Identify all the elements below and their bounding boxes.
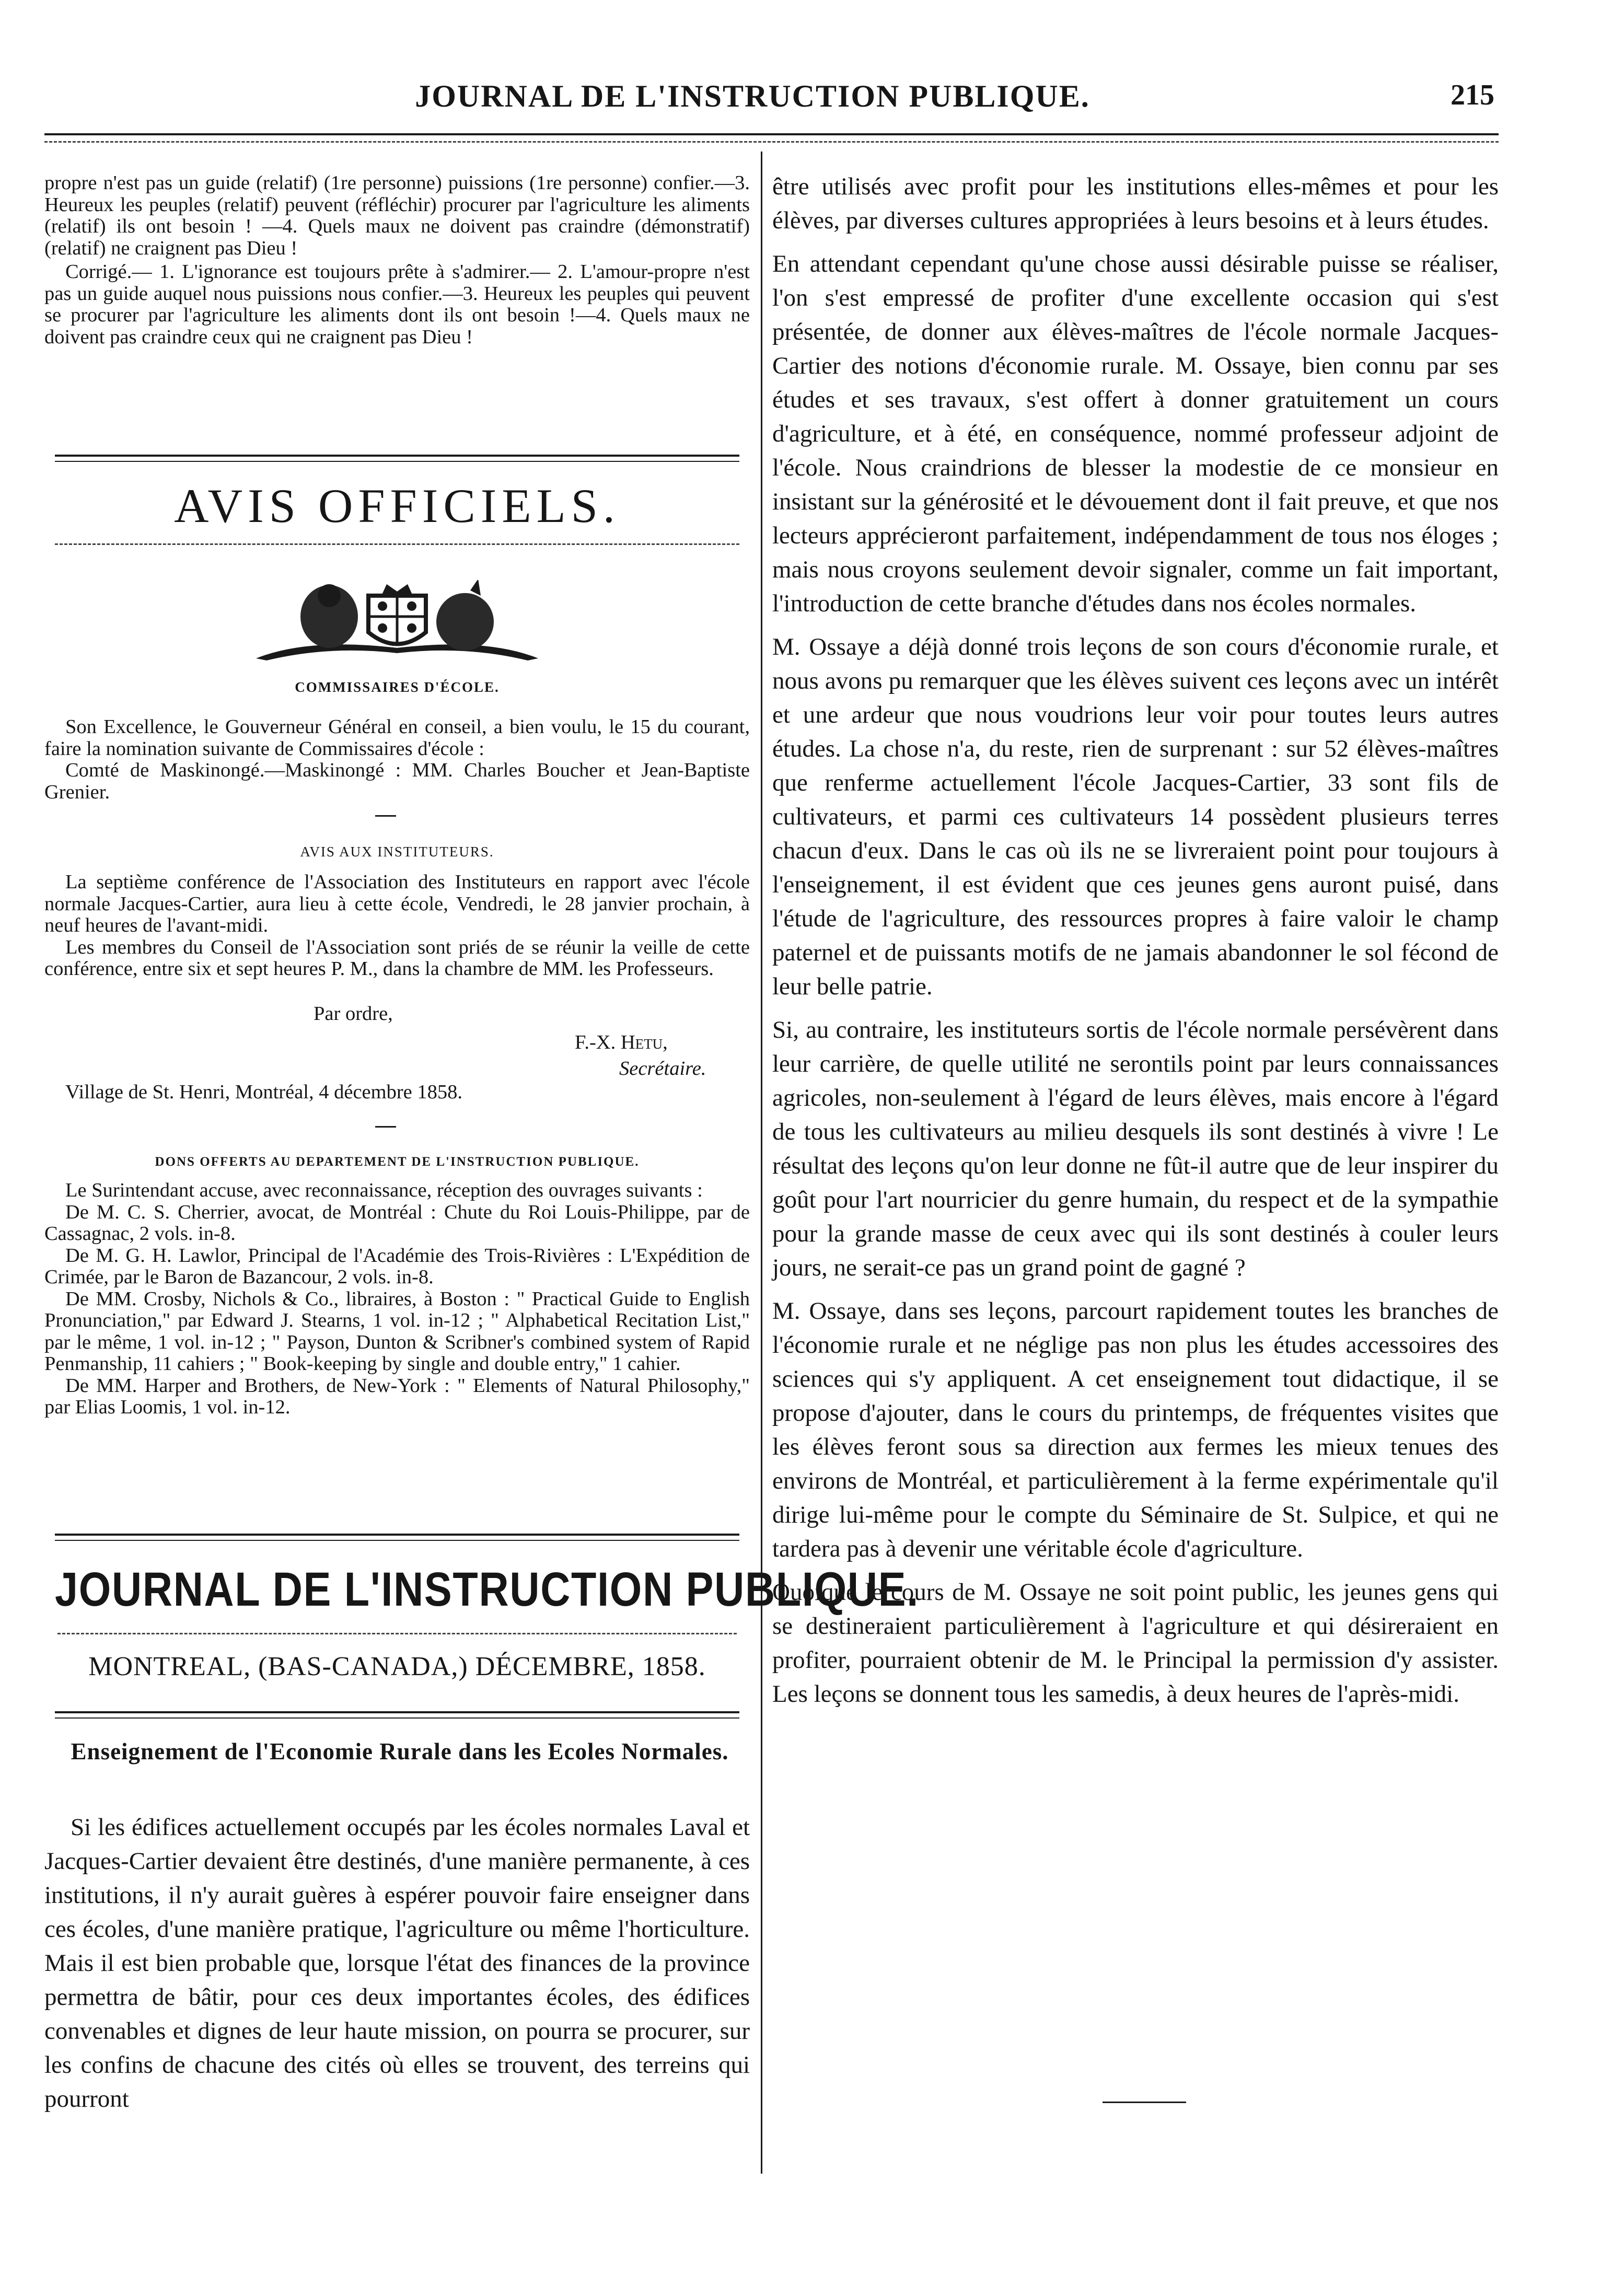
village-date: Village de St. Henri, Montréal, 4 décembre 1858. — [65, 1081, 462, 1103]
signature-role: Secrétaire. — [619, 1058, 706, 1080]
section-rule — [55, 455, 739, 457]
dons-item: Le Surintendant accuse, avec reconnaissance, réception des ouvrages suivants : — [65, 1179, 703, 1201]
commissaires-paragraph-2: Comté de Maskinongé.—Maskinongé : MM. Charles Boucher et Jean-Baptiste Grenier. — [44, 759, 750, 803]
avis-instituteurs-heading: AVIS AUX INSTITUTEURS. — [300, 844, 494, 860]
exercise-text: propre n'est pas un guide (relatif) (1re personne) puissions (1re personne) confier.—3. Heureux les peuples (relatif) peuvent (réfléchir) procurer par l'agriculture les aliments (relatif) ils ont besoin ! —4. Quels maux ne doivent pas craindre (démonstratif) (relatif) ne craignent pas Dieu ! — [44, 172, 750, 259]
avis-instituteurs-paragraph-1: La septième conférence de l'Association des Instituteurs en rapport avec l'école normale Jacques-Cartier, aura lieu à cette école, Vendredi, le 28 janvier prochain, à neuf heures de l'avant-midi. — [44, 871, 750, 936]
svg-text:DROIT: DROIT — [423, 652, 446, 659]
section-rule-3-thin — [55, 1717, 739, 1719]
running-header — [0, 78, 1624, 120]
short-separator — [375, 815, 396, 817]
article-body-start — [44, 1810, 750, 2120]
commissaires-section — [44, 679, 750, 803]
dons-heading: DONS OFFERTS AU DEPARTEMENT DE L'INSTRUCTION PUBLIQUE. — [155, 1155, 640, 1169]
corrige-text: Corrigé.— 1. L'ignorance est toujours prête à s'admirer.— 2. L'amour-propre n'est pas un guide auquel nous puissions nous confier.—3. Heureux les peuples qui peuvent se procurer par l'agriculture les aliments dont ils ont besoin !—4. Quels maux ne doivent pas craindre ceux qui ne craignent pas Dieu ! — [44, 261, 750, 348]
header-dashed-rule — [44, 141, 1499, 143]
article-paragraph: Si, au contraire, les instituteurs sortis de l'école normale persévèrent dans leur carrière, de quelle utilité ne serontils point par leurs connaissances agricoles, non-seulement à l'égard de leurs élèves, mais encore à l'égard de tous les cultivateurs au milieu desquels ils sont destinés à vivre ! Le résultat des leçons qu'on leur donne ne fût-il autre que de leur inspirer du goût pour l'art nourricier du genre humain, du respect et de la sympathie pour la grande masse de ceux avec qui ils sont destinés à couler leurs jours, ne serait-ce pas un grand point de gagné ? — [772, 1016, 1499, 1281]
grammar-exercise — [44, 172, 750, 348]
dons-section — [44, 1155, 750, 1419]
royal-coat-of-arms-emblem — [246, 580, 549, 664]
article-paragraph: M. Ossaye, dans ses leçons, parcourt rapidement toutes les branches de l'économie rurale et ne néglige pas non plus les études accessoires des sciences qui s'y appliquent. A cet enseignement tout didactique, il se propose d'ajouter, dans le cours du printemps, de fréquentes visites que les élèves feront sous sa direction aux fermes les mieux tenues des environs de Montréal, et particulièrement à la ferme expérimentale qu'il dirige lui-même pour le compte du Séminaire de St. Sulpice, et qui ne tardera pas à devenir une véritable école d'agriculture. — [772, 1297, 1499, 1562]
column-divider — [761, 152, 762, 2174]
section-rule-3 — [55, 1711, 739, 1713]
svg-text:DIEU: DIEU — [353, 652, 370, 659]
avis-instituteurs-paragraph-2: Les membres du Conseil de l'Association sont priés de se réunir la veille de cette conférence, entre six et sept heures P. M., dans la chambre de MM. les Professeurs. — [44, 936, 750, 980]
journal-dashed-rule — [57, 1633, 737, 1634]
page-number: 215 — [1451, 79, 1494, 111]
par-ordre: Par ordre, — [314, 1003, 393, 1025]
dons-item: De MM. Harper and Brothers, de New-York : " Elements of Natural Philosophy," par Elias Loomis, 1 vol. in-12. — [44, 1374, 750, 1418]
article-title: Enseignement de l'Economie Rurale dans les Ecoles Normales. — [71, 1738, 729, 1765]
avis-instituteurs-section — [44, 844, 750, 980]
avis-dashed-rule — [55, 543, 739, 545]
header-rule — [44, 133, 1499, 135]
dons-item: De MM. Crosby, Nichols & Co., libraires, à Boston : " Practical Guide to English Pronunciation," par Edward J. Stearns, 1 vol. in-12 ; " Alphabetical Recitation List," par le même, 1 vol. in-12 ; " Payson, Dunton & Scribner's combined system of Rapid Penmanship, 11 cahiers ; " Book-keeping by single and double entry," 1 cahier. — [44, 1287, 750, 1375]
dons-item: De M. C. S. Cherrier, avocat, de Montréal : Chute du Roi Louis-Philippe, par de Cassagnac, 2 vols. in-8. — [44, 1201, 750, 1245]
avis-officiels-title: AVIS OFFICIELS. — [174, 479, 620, 532]
end-rule — [1103, 2102, 1186, 2103]
dons-item: De M. G. H. Lawlor, Principal de l'Académie des Trois-Rivières : L'Expédition de Crimée, par le Baron de Bazancour, 2 vols. in-8. — [44, 1244, 750, 1288]
article-paragraph: Quoique le cours de M. Ossaye ne soit point public, les jeunes gens qui se destineraient particulièrement à l'agriculture et qui désireraient en profiter, pourraient obtenir de M. le Principal la permission d'y assister. Les leçons se donnent tous les samedis, à deux heures de l'après-midi. — [772, 1578, 1499, 1708]
article-paragraph: Si les édifices actuellement occupés par les écoles normales Laval et Jacques-Cartier devaient être destinés, d'une manière permanente, à ces institutions, il n'y aurait guères à espérer pouvoir faire enseigner dans ces écoles, d'une manière pratique, l'agriculture ou même l'horticulture. Mais il est bien probable que, lorsque l'état des finances de la province permettra de bâtir, pour ces deux importantes écoles, des édifices convenables et dignes de leur haute mission, on pourra se procurer, sur les confins de chacune des cités où elles se trouvent, des terreins qui pourront — [44, 1814, 750, 2112]
section-rule-2-thin — [55, 1540, 739, 1541]
article-paragraph: M. Ossaye a déjà donné trois leçons de son cours d'économie rurale, et nous avons pu remarquer que les élèves suivent ces leçons avec un intérêt et une ardeur que nous voudrions leur voir pour toutes leurs autres études. La chose n'a, du reste, rien de surprenant : sur 52 élèves-maîtres que renferme actuellement l'école Jacques-Cartier, 33 sont fils de cultivateurs, et parmi ces cultivateurs 14 possèdent plusieurs terres chacun d'eux. Dans le cas où ils ne se livreraient point pour toujours à l'enseignement, il est évident que ces jeunes gens auront puisé, dans l'étude de l'agriculture, des ressources propres à faire valoir le champ paternel et de puissants motifs de ne jamais abandonner le sol fécond de leur belle patrie. — [772, 633, 1499, 1000]
svg-text:ET MON: ET MON — [387, 653, 415, 660]
short-separator-2 — [375, 1126, 396, 1128]
section-rule-2 — [55, 1534, 739, 1536]
journal-title: JOURNAL DE L'INSTRUCTION PUBLIQUE. — [55, 1563, 919, 1616]
commissaires-paragraph-1: Son Excellence, le Gouverneur Général en conseil, a bien voulu, le 15 du courant, faire la nomination suivante de Commissaires d'école : — [44, 716, 750, 760]
signature-name: F.-X. Hetu, — [575, 1031, 668, 1053]
commissaires-heading: COMMISSAIRES D'ÉCOLE. — [295, 679, 500, 695]
article-paragraph: En attendant cependant qu'une chose aussi désirable puisse se réaliser, l'on s'est empressé de profiter d'une excellente occasion qui s'est présentée, de donner aux élèves-maîtres de l'école normale Jacques-Cartier des notions d'économie rurale. M. Ossaye, bien connu par ses études et ses travaux, s'est offert à donner gratuitement un cours d'agriculture, et à été, en conséquence, nommé professeur adjoint de l'école. Nous craindrions de blesser la modestie de ce monsieur en insistant sur la générosité et le dévouement dont il fait preuve, et que nos lecteurs apprécieront parfaitement, indépendamment de tous nos éloges ; mais nous croyons seulement devoir signaler, comme un fait important, l'introduction de cette branche d'études dans nos écoles normales. — [772, 250, 1499, 617]
article-paragraph: être utilisés avec profit pour les institutions elles-mêmes et pour les élèves, par diverses cultures appropriées à leurs besoins et à leurs études. — [772, 173, 1499, 234]
running-title: JOURNAL DE L'INSTRUCTION PUBLIQUE. — [415, 79, 1090, 113]
section-rule-thin — [55, 461, 739, 462]
article-continuation — [772, 170, 1499, 1715]
dateline: MONTREAL, (BAS-CANADA,) DÉCEMBRE, 1858. — [88, 1652, 706, 1681]
